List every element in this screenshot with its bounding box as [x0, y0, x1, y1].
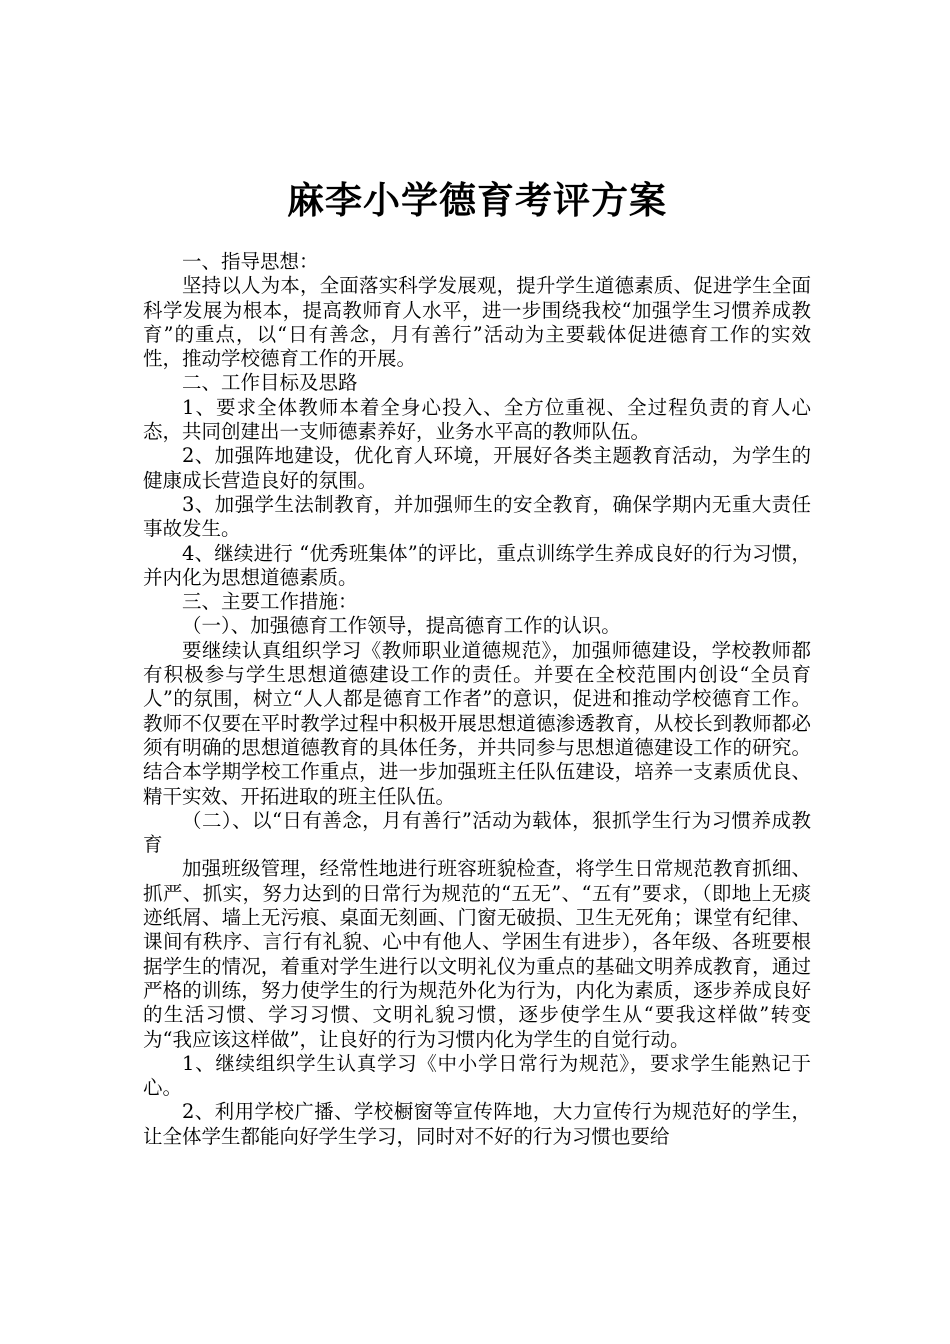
document-body — [143, 250, 811, 1149]
document-page — [143, 0, 811, 1344]
subsection-heading: （二）、以“日有善念，月有善行”活动为载体，狠抓学生行为习惯养成教育 — [143, 808, 811, 857]
section-heading-measures: 三、主要工作措施： — [182, 590, 358, 614]
paragraph: 1、继续组织学生认真学习《中小学日常行为规范》，要求学生能熟记于心。 — [143, 1051, 811, 1100]
paragraph: 1、要求全体教师本着全身心投入、全方位重视、全过程负责的育人心态，共同创建出一支师德素养好，业务水平高的教师队伍。 — [143, 395, 811, 444]
paragraph: 2、利用学校广播、学校橱窗等宣传阵地，大力宣传行为规范好的学生，让全体学生都能向好学生学习，同时对不好的行为习惯也要给 — [143, 1100, 811, 1148]
paragraph: 要继续认真组织学习《教师职业道德规范》，加强师德建设，学校教师都有积极参与学生思想道德建设工作的责任。并要在全校范围内创设“全员育人”的氛围，树立“人人都是德育工作者”的意识，促进和推动学校德育工作。教师不仅要在平时教学过程中积极开展思想道德渗透教育，从校长到教师都必须有明确的思想道德教育的具体任务，并共同参与思想道德建设工作的研究。结合本学期学校工作重点，进一步加强班主任队伍建设，培养一支素质优良、精干实效、开拓进取的班主任队伍。 — [143, 638, 811, 808]
paragraph: 4、继续进行 “优秀班集体”的评比，重点训练学生养成良好的行为习惯，并内化为思想道德素质。 — [143, 541, 811, 589]
document-title: 麻李小学德育考评方案 — [287, 178, 667, 222]
section-heading-goals: 二、工作目标及思路 — [182, 371, 358, 395]
paragraph: 2、加强阵地建设，优化育人环境，开展好各类主题教育活动，为学生的健康成长营造良好的氛围。 — [143, 444, 811, 492]
paragraph: 加强班级管理，经常性地进行班容班貌检查，将学生日常规范教育抓细、抓严、抓实，努力达到的日常行为规范的“五无”、“五有”要求，（即地上无痰迹纸屑、墙上无污痕、桌面无刻画、门窗无破损、卫生无死角；课堂有纪律、课间有秩序、言行有礼貌、心中有他人、学困生有进步），各年级、各班要根据学生的情况，着重对学生进行以文明礼仪为重点的基础文明养成教育，通过严格的训练，努力使学生的行为规范外化为行为，内化为素质，逐步养成良好的生活习惯、学习习惯、文明礼貌习惯，逐步使学生从“要我这样做”转变为“我应该这样做”，让良好的行为习惯内化为学生的自觉行动。 — [143, 857, 811, 1051]
subsection-heading: （一）、加强德育工作领导，提高德育工作的认识。 — [182, 614, 621, 638]
paragraph: 3、加强学生法制教育，并加强师生的安全教育，确保学期内无重大责任事故发生。 — [143, 492, 811, 541]
section-heading-guiding-ideology: 一、指导思想： — [182, 250, 319, 273]
paragraph: 坚持以人为本，全面落实科学发展观，提升学生道德素质、促进学生全面科学发展为根本，提高教师育人水平，进一步围绕我校“加强学生习惯养成教育”的重点，以“日有善念，月有善行”活动为主要载体促进德育工作的实效性，推动学校德育工作的开展。 — [143, 274, 811, 371]
